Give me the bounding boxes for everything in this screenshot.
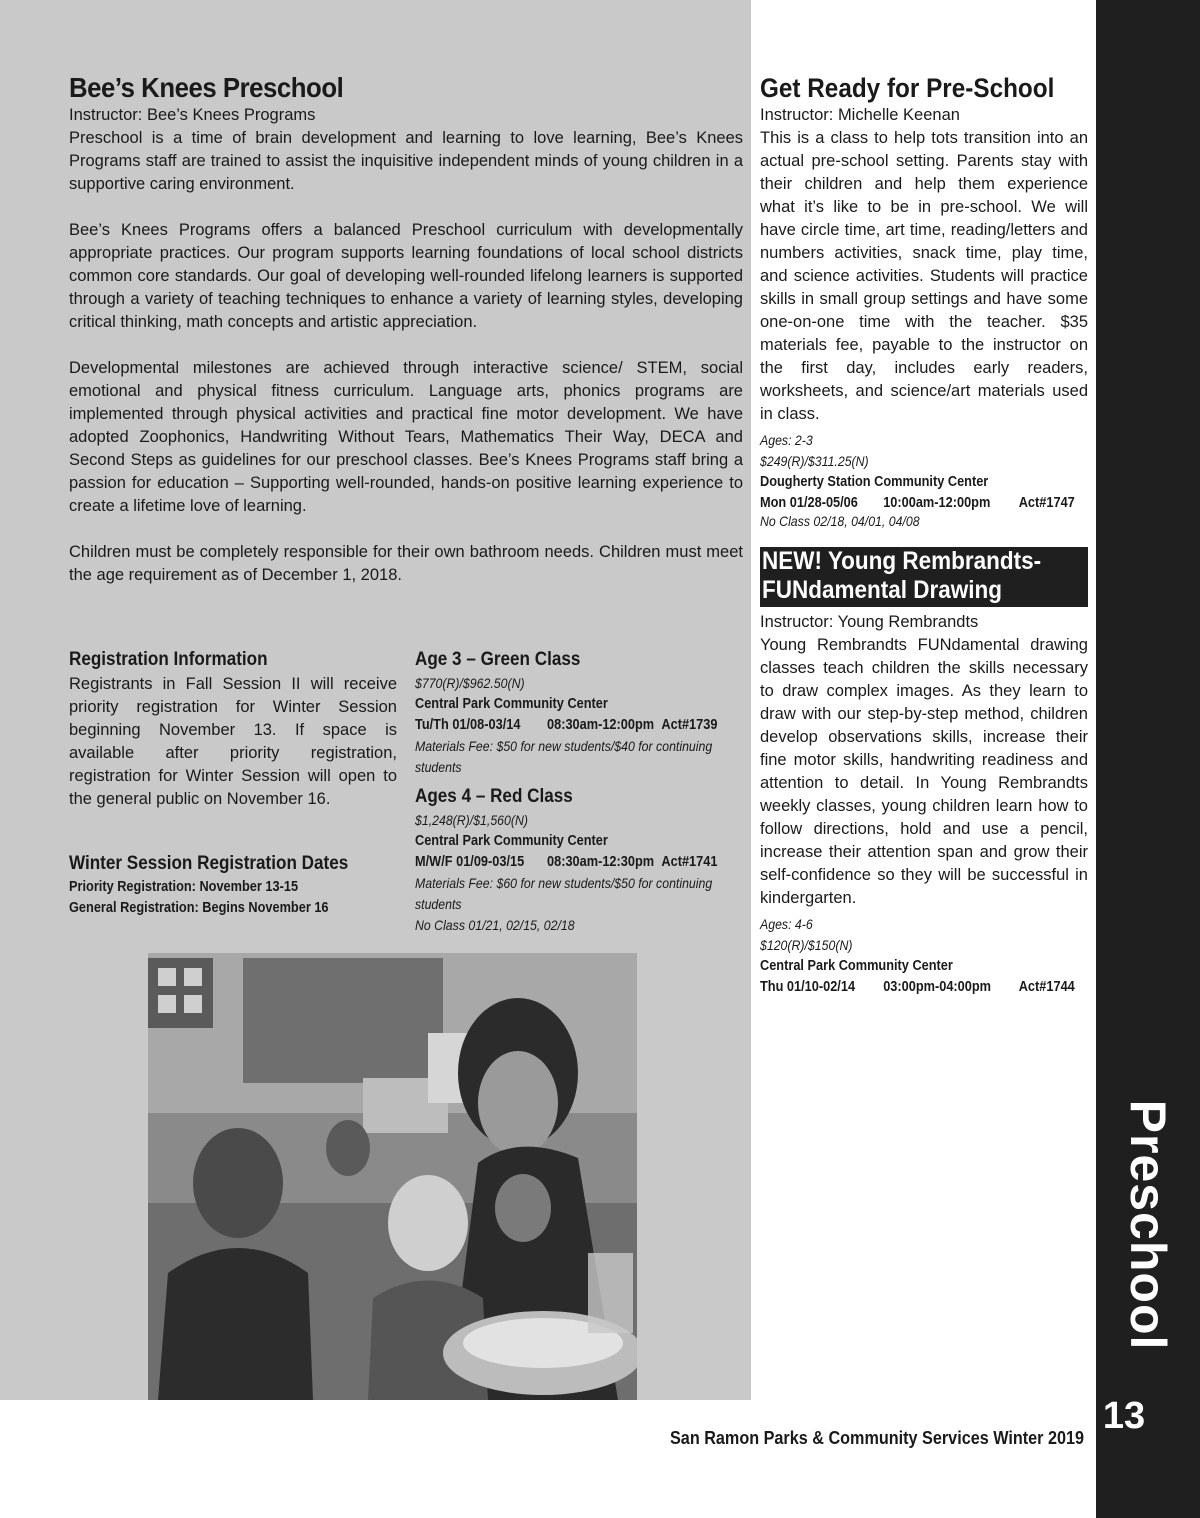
bees-knees-paragraph-3: Developmental milestones are achieved through interactive science/ STEM, social emotional and physical fitness curriculum. Language arts, phonics programs are implemented through physical activities and practical fine motor development. We have adopted Zoophonics, Handwriting Without Tears, Mathematics Their Way, DECA and Second Steps as guidelines for our preschool classes. Bee’s Knees Programs staff bring a passion for education – Supporting well-rounded, hands-on positive learning experience to create a lifetime love of learning. — [69, 359, 743, 515]
red-class-days: M/W/F 01/09-03/15 — [415, 854, 525, 870]
registration-text: Registrants in Fall Session II will receive priority registration for Winter Session beginning November 13. If space is available after priority registration, registration for Winter Session will open to the general public on November 16. — [69, 675, 397, 808]
green-class-materials: Materials Fee: $50 for new students/$40 for continuing — [415, 738, 713, 754]
page-number: 13 — [1102, 1395, 1146, 1437]
registration-heading: Registration Information — [69, 649, 268, 670]
get-ready-days: Mon 01/28-05/06 — [760, 495, 858, 511]
registration-column — [69, 647, 397, 919]
priority-registration: Priority Registration: November 13-15 — [69, 879, 299, 895]
get-ready-schedule — [760, 493, 1086, 514]
get-ready-fee: $249(R)/$311.25(N) — [760, 453, 869, 469]
side-tab-title: Preschool — [1120, 1099, 1176, 1351]
get-ready-description: This is a class to help tots transition into an actual pre-school setting. Parents stay with their children and help them experience what it’s like to be in pre-school. We will have circle time, art time, reading/letters and numbers activities, snack time, play time, and science activities. Students will practice skills in small group settings and have some one-on-one time with the teacher. $35 materials fee, payable to the instructor on the first day, includes early readers, worksheets, and science/art materials used in class. — [760, 129, 1088, 423]
bees-knees-paragraph-2: Bee’s Knees Programs offers a balanced Preschool curriculum with developmentally appropriate practices. Our program supports learning foundations of local school districts common core standards. Our goal of developing well-rounded lifelong learners is supported through a variety of teaching techniques to enhance a variety of learning styles, developing critical thinking, math concepts and artistic appreciation. — [69, 221, 743, 331]
bees-knees-paragraph-4: Children must be completely responsible for their own bathroom needs. Children must meet the age requirement as of December 1, 2018. — [69, 543, 743, 584]
get-ready-no-class: No Class 02/18, 04/01, 04/08 — [760, 513, 920, 529]
classroom-photo-illustration — [148, 953, 637, 1400]
rembrandts-location: Central Park Community Center — [760, 958, 953, 974]
green-class-title: Age 3 – Green Class — [415, 649, 581, 670]
green-class-fee: $770(R)/$962.50(N) — [415, 675, 525, 691]
green-class-schedule — [415, 715, 743, 736]
red-class-no-class: No Class 01/21, 02/15, 02/18 — [415, 917, 575, 933]
rembrandts-act: Act#1744 — [1018, 979, 1075, 995]
classroom-photo — [148, 953, 637, 1400]
rembrandts-time: 03:00pm-04:00pm — [883, 979, 991, 995]
bees-knees-section — [69, 72, 743, 610]
rembrandts-description: Young Rembrandts FUNdamental drawing classes teach children the skills necessary to draw complex images. As they learn to draw with our step-by-step method, children develop observations skills, increase their fine motor skills, handwriting readiness and attention to detail. In Young Rembrandts weekly classes, young children learn how to follow directions, hold and use a pencil, increase their attention span and grow their self-confidence so they will be successful in kindergarten. — [760, 636, 1088, 907]
bees-knees-instructor: Instructor: Bee’s Knees Programs — [69, 106, 316, 124]
bees-knees-paragraph-1: Preschool is a time of brain development and learning to love learning, Bee’s Knees Programs staff are trained to assist the inquisitive independent minds of young children in a supportive caring environment. — [69, 129, 743, 193]
rembrandts-title-block — [760, 547, 1088, 607]
bees-knees-title: Bee’s Knees Preschool — [69, 72, 344, 103]
get-ready-location: Dougherty Station Community Center — [760, 474, 989, 490]
get-ready-time: 10:00am-12:00pm — [883, 495, 991, 511]
red-class-schedule — [415, 852, 743, 873]
red-class-act: Act#1741 — [661, 854, 718, 870]
red-class-materials: Materials Fee: $60 for new students/$50 for continuing — [415, 875, 713, 891]
right-column — [760, 72, 1088, 998]
get-ready-act: Act#1747 — [1018, 495, 1075, 511]
green-class-act: Act#1739 — [661, 717, 718, 733]
general-registration: General Registration: Begins November 16 — [69, 900, 329, 916]
red-class-time: 08:30am-12:30pm — [547, 854, 655, 870]
get-ready-ages: Ages: 2-3 — [760, 432, 813, 448]
rembrandts-fee: $120(R)/$150(N) — [760, 937, 853, 953]
get-ready-instructor: Instructor: Michelle Keenan — [760, 106, 960, 124]
classes-column — [415, 647, 745, 936]
get-ready-title: Get Ready for Pre-School — [760, 73, 1055, 103]
green-class-location: Central Park Community Center — [415, 696, 608, 712]
rembrandts-instructor: Instructor: Young Rembrandts — [760, 613, 979, 631]
rembrandts-title-line-2: FUNdamental Drawing — [762, 576, 1003, 604]
green-class-materials-cont: students — [415, 759, 462, 775]
rembrandts-schedule — [760, 977, 1086, 998]
winter-dates-heading: Winter Session Registration Dates — [69, 853, 349, 874]
red-class-title: Ages 4 – Red Class — [415, 786, 573, 807]
rembrandts-days: Thu 01/10-02/14 — [760, 979, 856, 995]
rembrandts-ages: Ages: 4-6 — [760, 916, 813, 932]
page-footer: San Ramon Parks & Community Services Winter 2019 — [669, 1428, 1084, 1448]
green-class-time: 08:30am-12:00pm — [547, 717, 655, 733]
red-class-location: Central Park Community Center — [415, 833, 608, 849]
rembrandts-title-line-1: NEW! Young Rembrandts- — [762, 547, 1042, 575]
red-class-materials-cont: students — [415, 896, 462, 912]
green-class-days: Tu/Th 01/08-03/14 — [415, 717, 521, 733]
red-class-fee: $1,248(R)/$1,560(N) — [415, 812, 528, 828]
